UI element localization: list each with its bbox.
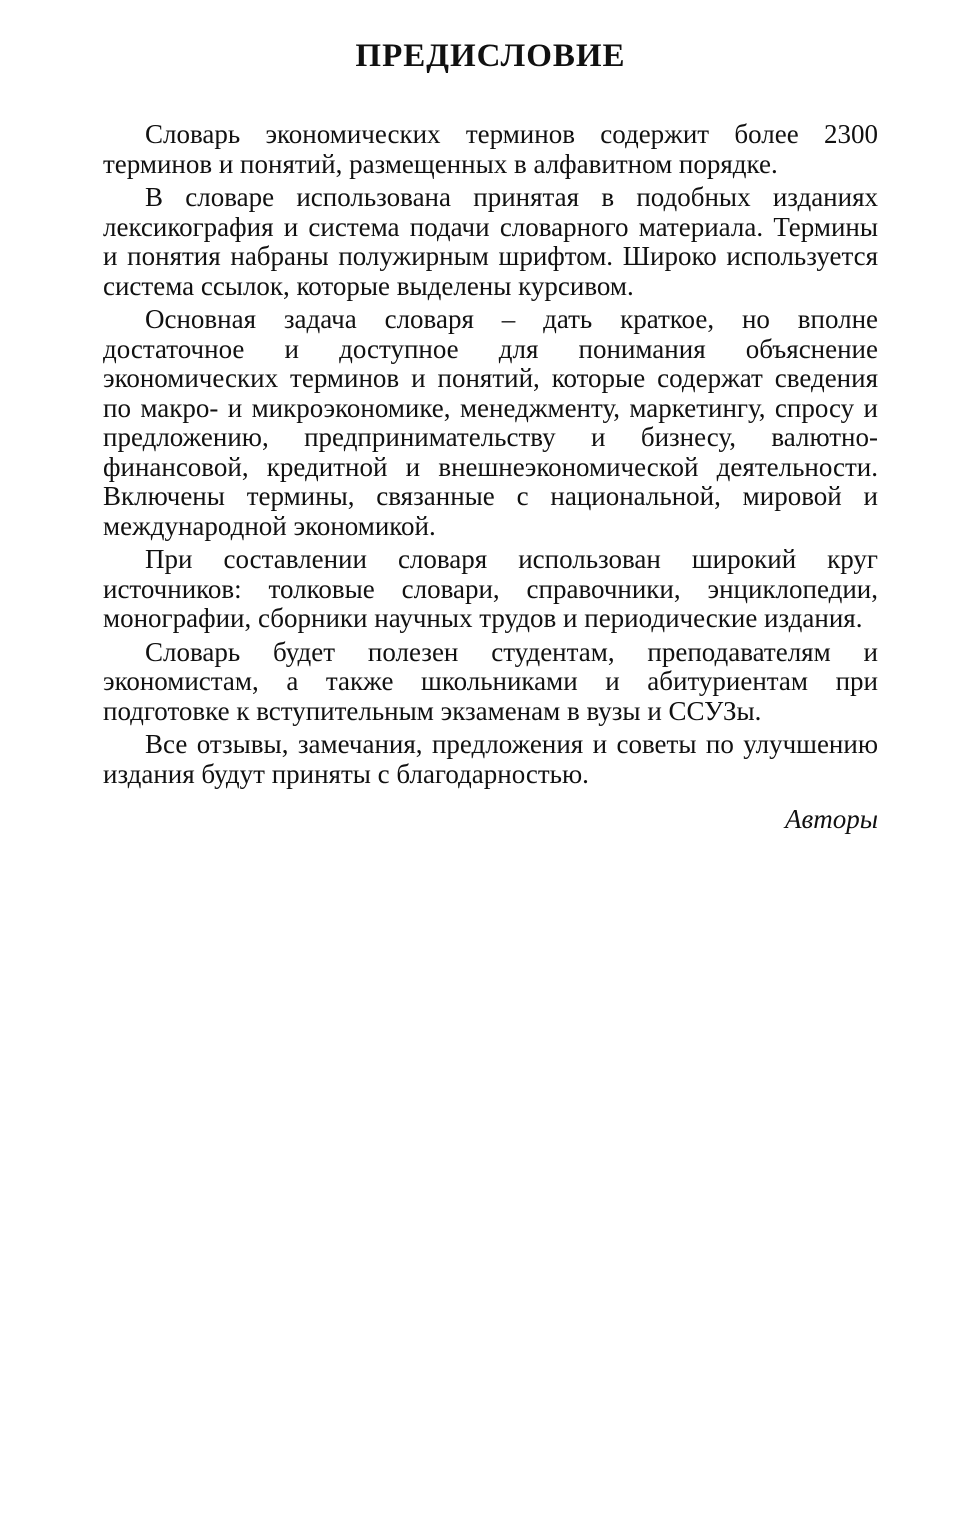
page-title: ПРЕДИСЛОВИЕ: [355, 38, 626, 74]
paragraph-3: Основная задача словаря – дать краткое, но вполне достаточное и доступное для понимания объяснение экономических терминов и понятий, которые содержат сведения по макро- и микроэкономике, менеджменту, маркетингу, спросу и предложению, предпринимательству и бизнесу, валютно-финансовой, кредитной и внешнеэкономической деятельности. Включены термины, связанные с национальной, мировой и международной экономикой.: [103, 304, 878, 541]
paragraph-1: Словарь экономических терминов содержит более 2300 терминов и понятий, размещенных в алфавитном порядке.: [103, 119, 878, 179]
paragraph-5: Словарь будет полезен студентам, преподавателям и экономистам, а также школьниками и абитуриентам при подготовке к вступительным экзаменам в вузы и ССУЗы.: [103, 636, 878, 726]
signature: Авторы: [785, 804, 878, 834]
paragraph-2: В словаре использована принятая в подобных изданиях лексикография и система подачи словарного материала. Термины и понятия набраны полужирным шрифтом. Широко используется система ссылок, которые выделены курсивом.: [103, 182, 878, 301]
preface-page: [103, 34, 878, 835]
paragraph-6: Все отзывы, замечания, предложения и советы по улучшению издания будут приняты с благодарностью.: [103, 729, 878, 789]
paragraph-4: При составлении словаря использован широкий круг источников: толковые словари, справочники, энциклопедии, монографии, сборники научных трудов и периодические издания.: [103, 544, 878, 633]
